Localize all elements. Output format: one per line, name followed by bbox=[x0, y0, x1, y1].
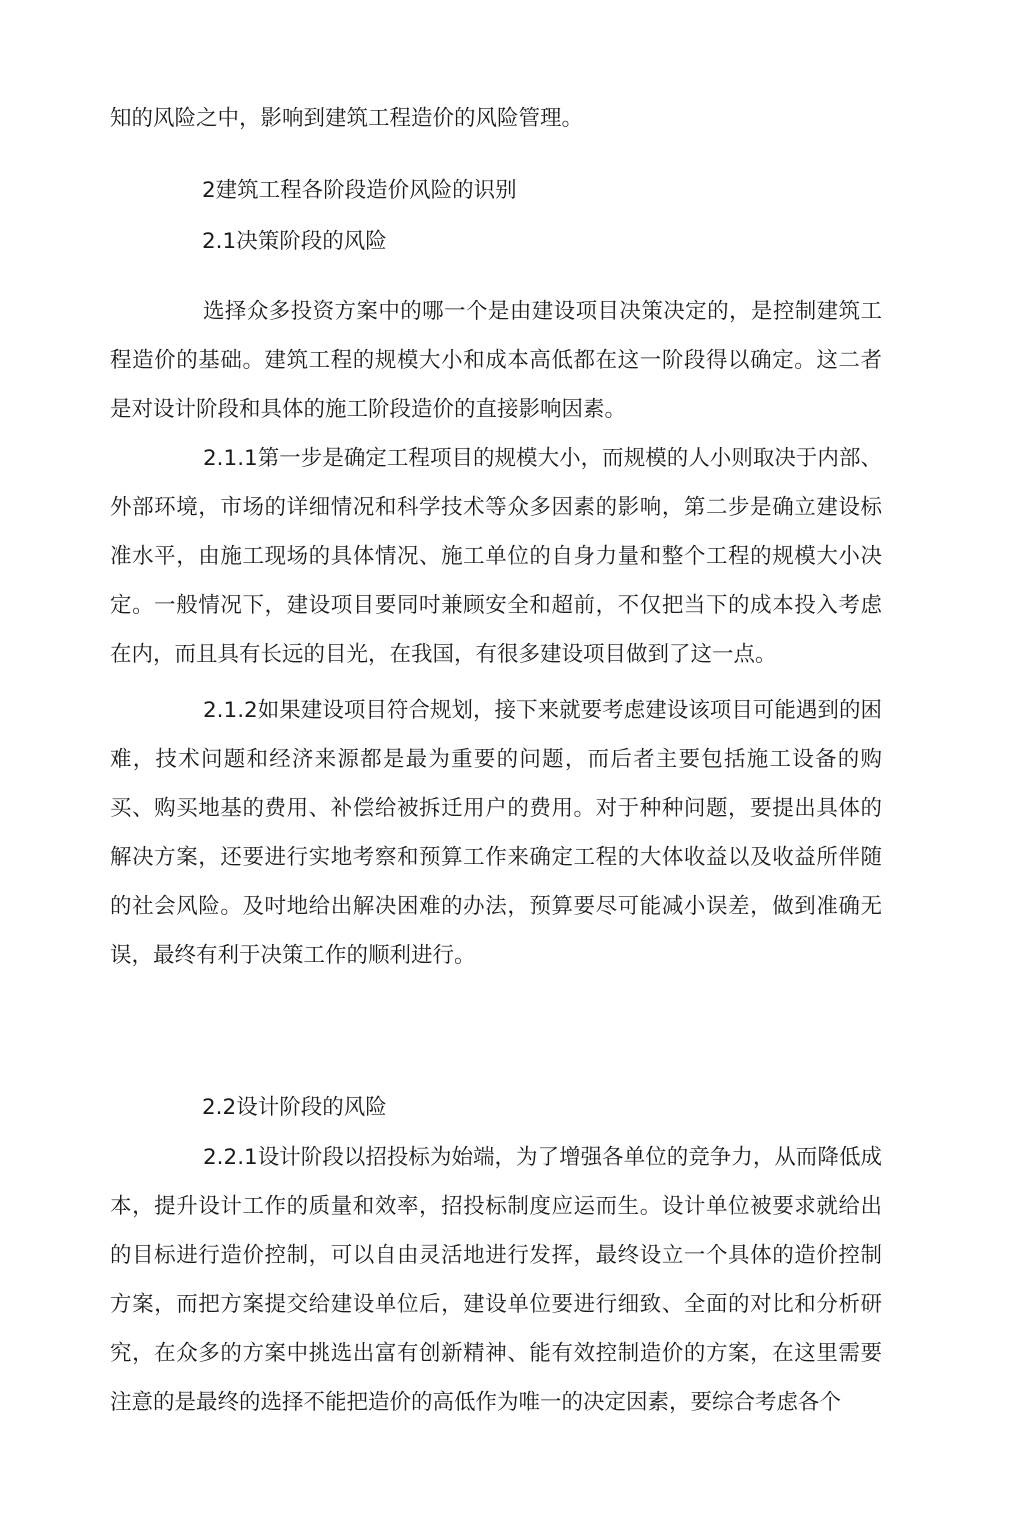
section-2-1-paragraph: 选择众多投资方案中的哪一个是由建设项目决策决定的，是控制建筑工程造价的基础。建筑工程的规模大小和成本高低都在这一阶段得以确定。这二者是对设计阶段和具体的施工阶段造价的直接影响因素。 bbox=[110, 299, 882, 422]
section-2-1-1-paragraph: 2.1.1第一步是确定工程项目的规模大小，而规模的人小则取决于内部、外部环境，市场的详细情况和科学技术等众多因素的影响，第二步是确立建设标准水平，由施工现场的具体情况、施工单位的自身力量和整个工程的规模大小决定。一般情况下，建设项目要同吋兼顾安全和超前，不仅把当下的成本投入考虑在内，而且具有长远的目光，在我国，有很多建设项目做到了这一点。 bbox=[110, 446, 882, 667]
section-2-1-2-paragraph: 2.1.2如果建设项目符合规划，接下来就要考虑建设该项目可能遇到的困难，技术问题和经济来源都是最为重要的问题，而后者主要包括施工设备的购买、购买地基的费用、补偿给被拆迁用户的费用。对于种种问题，要提出具体的解决方案，还要进行实地考察和预算工作来确定工程的大体收益以及收益所伴随的社会风险。及吋地给出解决困难的办法，预算要尽可能减小误差，做到准确无误，最终有利于决策工作的顺利进行。 bbox=[110, 698, 882, 968]
section-2-2-1-paragraph: 2.2.1设计阶段以招投标为始端，为了增强各单位的竞争力，从而降低成本，提升设计工作的质量和效率，招投标制度应运而生。设计单位被要求就给出的目标进行造价控制，可以自由灵活地进行发挥，最终设立一个具体的造价控制方案，而把方案提交给建设单位后，建设单位要进行细致、全面的对比和分析研究，在众多的方案中挑选出富有创新精神、能有效控制造价的方案，在这里需要注意的是最终的选择不能把造价的高低作为唯一的决定因素，要综合考虑各个 bbox=[110, 1145, 882, 1415]
section-2-1-heading: 2.1决策阶段的风险 bbox=[202, 229, 387, 254]
section-2-heading: 2建筑工程各阶段造价风险的识别 bbox=[202, 178, 517, 203]
intro-paragraph: 知的风险之中，影响到建筑工程造价的风险管理。 bbox=[110, 106, 584, 131]
section-2-2-heading: 2.2设计阶段的风险 bbox=[202, 1095, 387, 1120]
